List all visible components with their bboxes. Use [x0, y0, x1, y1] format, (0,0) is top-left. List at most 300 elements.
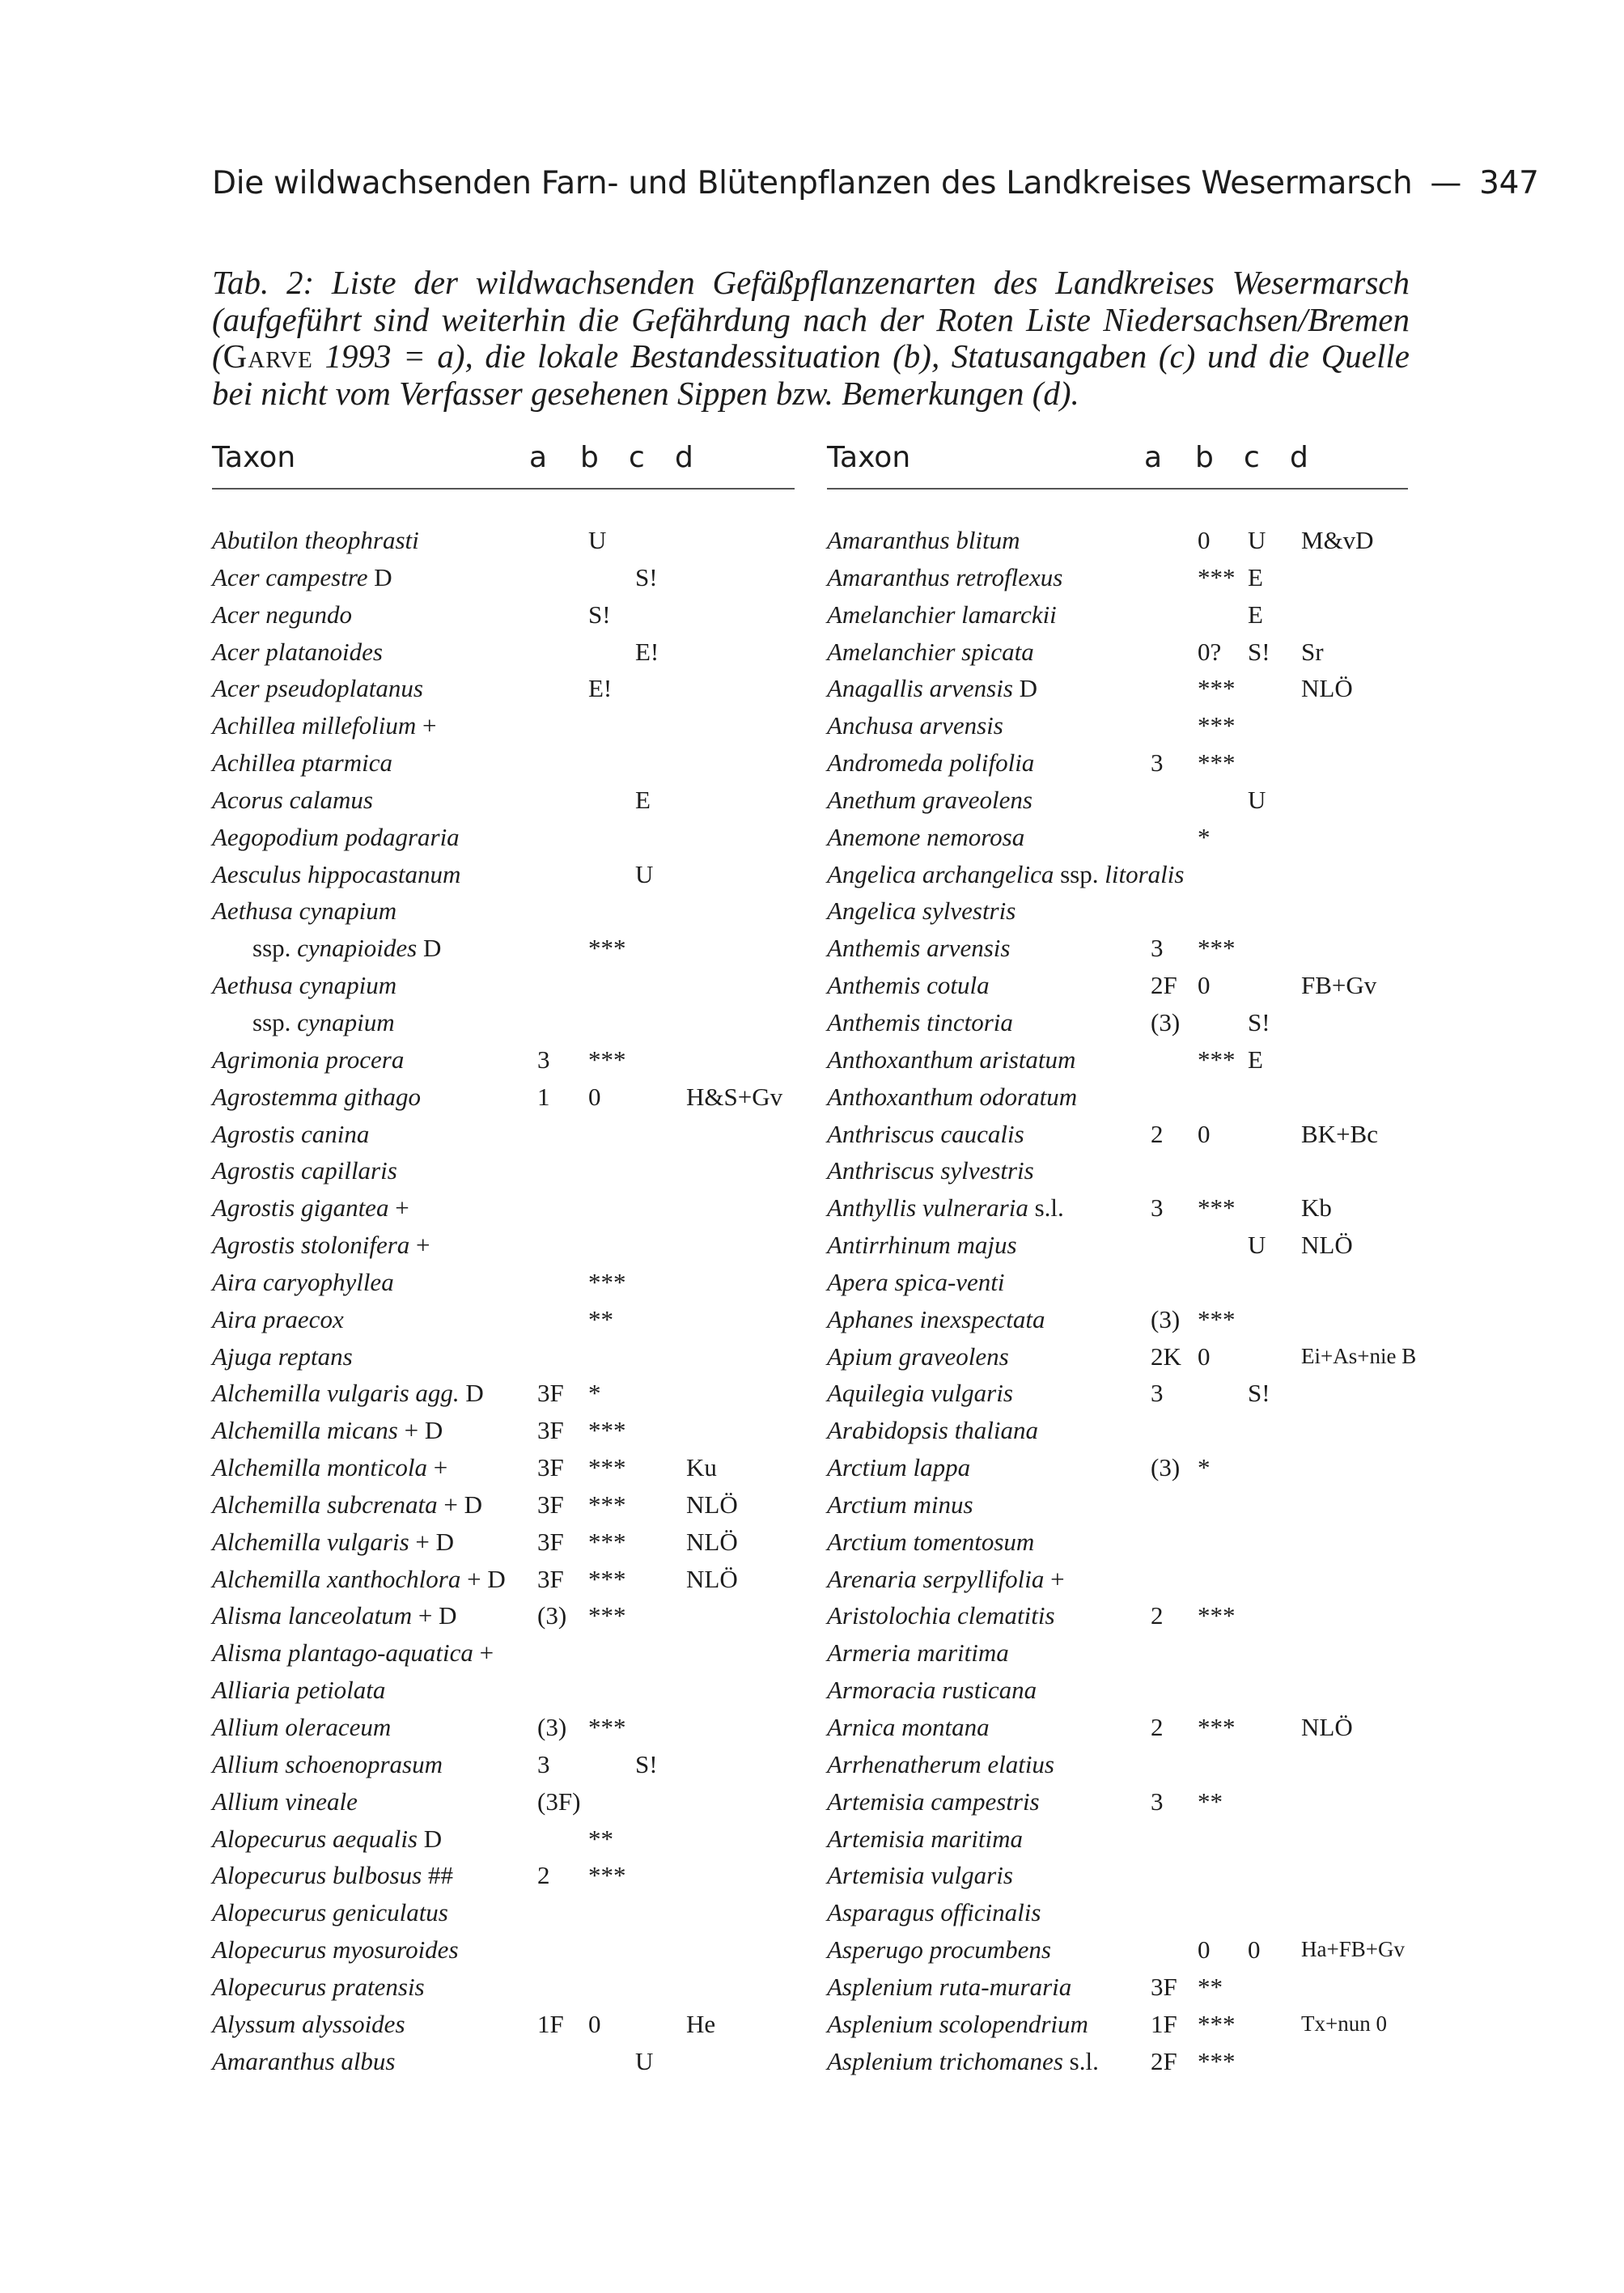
table-row [827, 1783, 1408, 1820]
cell-b: *** [588, 1267, 626, 1296]
cell-a: 3 [1151, 748, 1164, 778]
taxon-cell [212, 596, 352, 634]
cell-a: 3F [537, 1379, 564, 1408]
taxon-cell [827, 1375, 1013, 1412]
taxon-cell [827, 2043, 1099, 2080]
taxon-name: Arctium lappa [827, 1453, 971, 1482]
taxon-name: Alopecurus geniculatus [212, 1898, 448, 1927]
taxon-cell [212, 819, 460, 856]
taxon-name: Aphanes inexspectata [827, 1304, 1045, 1333]
cell-c: U [1248, 1231, 1266, 1260]
taxon-name: Abutilon theophrasti [212, 526, 419, 554]
cell-c: U [1248, 526, 1266, 554]
cell-b: S! [588, 600, 611, 629]
taxon-name: Angelica archangelica [827, 859, 1054, 888]
cell-d: Tx+nun 0 [1301, 2011, 1387, 2036]
cell-a: 2 [537, 1861, 550, 1890]
cell-d: Kb [1301, 1193, 1332, 1223]
cell-a: 2 [1151, 1713, 1164, 1741]
taxon-suffix: D [417, 934, 442, 963]
taxon-name: Alopecurus aequalis [212, 1824, 418, 1853]
taxon-name: Apium graveolens [827, 1341, 1009, 1371]
table-row [212, 1894, 795, 1931]
title-dash: — [1430, 165, 1462, 201]
taxon-cell [827, 819, 1024, 856]
taxon-name: Acorus calamus [212, 785, 373, 814]
taxon-cell [827, 1041, 1075, 1079]
cell-d: NLÖ [1301, 674, 1353, 703]
header-a: a [529, 441, 548, 474]
taxon-cell [827, 892, 1016, 930]
taxon-name: Angelica sylvestris [827, 896, 1016, 926]
taxon-cell [827, 1857, 1013, 1894]
taxon-cell [212, 856, 460, 893]
header-a: a [1144, 441, 1163, 474]
table-row [827, 967, 1408, 1004]
taxon-suffix: + [1044, 1564, 1065, 1593]
taxon-cell [212, 2006, 405, 2043]
taxon-cell [827, 856, 1184, 893]
taxon-cell [827, 1412, 1038, 1449]
cell-c: S! [635, 1749, 658, 1778]
table-row [827, 670, 1408, 707]
taxon-cell [827, 1597, 1055, 1634]
taxon-name: Amaranthus retroflexus [827, 562, 1063, 591]
cell-b: 0 [1198, 526, 1211, 554]
caption-text-1: Tab. 2: Liste der wildwachsenden Gefäßpflanzenarten des Landkreises Wesermarsch (aufgeführt sind weiterhin die Gefährdung nach der Roten Liste Niedersachsen/Bremen ( [212, 264, 1410, 375]
taxon-cell [212, 1227, 430, 1264]
running-head [212, 165, 1539, 201]
taxon-cell [212, 967, 396, 1004]
taxon-name: Alliaria petiolata [212, 1676, 386, 1705]
taxon-prefix: ssp. [252, 1007, 298, 1036]
table-row [827, 819, 1408, 856]
taxon-cell [827, 1820, 1023, 1858]
cell-d: FB+Gv [1301, 971, 1377, 1000]
taxon-cell [212, 892, 396, 930]
taxon-cell [827, 1672, 1037, 1709]
cell-b: *** [588, 1861, 626, 1890]
taxon-name: Amaranthus blitum [827, 526, 1020, 554]
taxon-name: Alchemilla vulgaris agg. [212, 1379, 460, 1408]
taxon-cell [212, 1746, 443, 1783]
taxon-cell [827, 596, 1057, 634]
cell-b: *** [1198, 1601, 1236, 1630]
cell-b: * [1198, 1453, 1211, 1482]
taxon-cell [212, 1004, 395, 1041]
cell-c: U [635, 2046, 654, 2075]
table-row [827, 1931, 1408, 1969]
taxon-cell [212, 1931, 459, 1969]
taxon-cell [827, 1969, 1071, 2006]
header-d: d [675, 441, 693, 474]
cell-b: *** [1198, 934, 1236, 963]
taxon-cell [827, 1264, 1005, 1301]
table-row [827, 522, 1408, 559]
cell-a: 1F [1151, 2009, 1177, 2038]
taxon-suffix: + D [460, 1564, 506, 1593]
cell-a: 3 [537, 1749, 550, 1778]
table-header-left [212, 441, 795, 490]
table-row [827, 1079, 1408, 1116]
taxon-cell [212, 1412, 443, 1449]
taxon-cell [212, 1857, 453, 1894]
cell-c: E! [635, 637, 659, 666]
taxon-name: Ajuga reptans [212, 1341, 353, 1371]
taxon-cell [827, 1783, 1040, 1820]
table-row [212, 1079, 795, 1116]
table-row [827, 559, 1408, 596]
cell-b: *** [1198, 674, 1236, 703]
taxon-name: Asplenium trichomanes [827, 2046, 1063, 2075]
taxon-name: Anthemis cotula [827, 971, 990, 1000]
taxon-name: Alchemilla vulgaris [212, 1527, 409, 1556]
table-row [827, 930, 1408, 967]
header-c: c [1244, 441, 1260, 474]
cell-a: 3 [1151, 1379, 1164, 1408]
cell-a: 2 [1151, 1601, 1164, 1630]
cell-b: 0 [1198, 1341, 1211, 1371]
table-row [827, 744, 1408, 782]
table-row [212, 1969, 795, 2006]
taxon-name: Alchemilla micans [212, 1416, 398, 1445]
taxon-cell [212, 1672, 385, 1709]
taxon-name: Agrostis capillaris [212, 1156, 397, 1185]
cell-b: *** [588, 1527, 626, 1556]
taxon-name: Amaranthus albus [212, 2046, 396, 2075]
cell-b: *** [588, 1416, 626, 1445]
cell-d: He [686, 2009, 716, 2038]
table-row [212, 596, 795, 634]
taxon-suffix: D [1012, 674, 1038, 703]
table-row [827, 1709, 1408, 1746]
cell-c: E [1248, 600, 1263, 629]
table-row [212, 744, 795, 782]
taxon-name: Anethum graveolens [827, 785, 1032, 814]
cell-c: S! [635, 562, 658, 591]
table-row [212, 1486, 795, 1524]
taxon-cell [212, 1189, 409, 1227]
table-row [212, 1227, 795, 1264]
table-row [212, 1597, 795, 1634]
taxon-name: Alopecurus myosuroides [212, 1935, 459, 1965]
cell-b: *** [588, 1713, 626, 1741]
taxon-suffix: + D [412, 1601, 457, 1630]
taxon-cell [212, 1820, 442, 1858]
taxon-name: Aethusa cynapium [212, 971, 397, 1000]
taxon-name: Agrostemma githago [212, 1082, 422, 1111]
taxon-cell [212, 1486, 482, 1524]
cell-a: (3) [1151, 1007, 1181, 1036]
taxon-name: Anthemis arvensis [827, 934, 1011, 963]
table-row [212, 819, 795, 856]
cell-a: 2F [1151, 2046, 1177, 2075]
table-row [212, 1375, 795, 1412]
taxon-cell [212, 1079, 421, 1116]
taxon-cell [212, 782, 373, 819]
taxon-name: Arctium minus [827, 1490, 973, 1519]
cell-b: *** [588, 934, 626, 963]
cell-a: 3 [1151, 1193, 1164, 1223]
taxon-cell [827, 1116, 1024, 1153]
cell-b: U [588, 526, 607, 554]
cell-b: *** [1198, 1193, 1236, 1223]
table-row [827, 2006, 1408, 2043]
cell-b: *** [588, 1490, 626, 1519]
taxon-name: Allium schoenoprasum [212, 1749, 443, 1778]
table-row [827, 1189, 1408, 1227]
table-row [827, 1597, 1408, 1634]
table-row [212, 707, 795, 744]
taxon-tail: litoralis [1105, 859, 1185, 888]
taxon-suffix: s.l. [1062, 2046, 1099, 2075]
taxon-name: Agrimonia procera [212, 1045, 405, 1074]
taxon-name: Alisma lanceolatum [212, 1601, 413, 1630]
cell-a: 3F [537, 1564, 564, 1593]
taxon-name: Asplenium ruta-muraria [827, 1972, 1072, 2001]
cell-a: 2K [1151, 1341, 1181, 1371]
table-row [212, 1524, 795, 1561]
taxon-name: Anthemis tinctoria [827, 1007, 1013, 1036]
table-row [212, 1301, 795, 1338]
table-row [212, 2043, 795, 2080]
cell-a: (3) [537, 1713, 567, 1741]
cell-b: ** [588, 1304, 613, 1333]
taxon-cell [212, 1301, 344, 1338]
taxon-cell [827, 1301, 1045, 1338]
caption-author: Garve [223, 337, 313, 375]
table-row [827, 782, 1408, 819]
cell-a: 1 [537, 1082, 550, 1111]
taxon-name: Arrhenatherum elatius [827, 1749, 1054, 1778]
taxon-suffix: + [416, 711, 437, 740]
cell-a: 3 [537, 1045, 550, 1074]
table-row [827, 634, 1408, 671]
cell-d: M&vD [1301, 526, 1374, 554]
cell-b: 0 [1198, 971, 1211, 1000]
taxon-suffix: D [459, 1379, 484, 1408]
taxon-cell [212, 1264, 394, 1301]
taxon-name: Armoracia rusticana [827, 1676, 1037, 1705]
taxon-name: Aira caryophyllea [212, 1267, 394, 1296]
table-row [827, 1375, 1408, 1412]
taxon-name: Arctium tomentosum [827, 1527, 1035, 1556]
taxon-cell [212, 522, 419, 559]
taxon-suffix: + [427, 1453, 448, 1482]
taxon-name: Asparagus officinalis [827, 1898, 1041, 1927]
table-row [212, 1449, 795, 1486]
cell-c: E [1248, 1045, 1263, 1074]
taxon-suffix: D [367, 562, 392, 591]
table-row [212, 1783, 795, 1820]
running-title: Die wildwachsenden Farn- und Blütenpflanzen des Landkreises Wesermarsch [212, 165, 1413, 201]
taxon-cell [827, 782, 1032, 819]
taxon-cell [212, 1152, 397, 1189]
taxon-name: Acer campestre [212, 562, 368, 591]
cell-d: NLÖ [1301, 1231, 1353, 1260]
taxon-cell [212, 1783, 358, 1820]
cell-b: *** [588, 1601, 626, 1630]
taxon-name: Allium vineale [212, 1787, 358, 1816]
table-row [212, 1412, 795, 1449]
cell-b: 0 [588, 1082, 601, 1111]
cell-a: 3F [1151, 1972, 1177, 2001]
taxon-cell [827, 1894, 1041, 1931]
cell-b: 0 [1198, 1935, 1211, 1965]
cell-b: ** [588, 1824, 613, 1853]
cell-a: 3F [537, 1453, 564, 1482]
taxon-cell [827, 1561, 1065, 1598]
table-row [212, 1672, 795, 1709]
table-row [212, 1041, 795, 1079]
cell-a: 3F [537, 1527, 564, 1556]
taxon-name: Artemisia campestris [827, 1787, 1040, 1816]
taxon-cell [827, 634, 1034, 671]
taxon-cell [827, 522, 1020, 559]
table-row [827, 596, 1408, 634]
taxon-cell [827, 1004, 1013, 1041]
table-row [827, 1152, 1408, 1189]
taxon-name: Amelanchier spicata [827, 637, 1034, 666]
taxon-cell [827, 559, 1062, 596]
cell-d: BK+Bc [1301, 1119, 1378, 1148]
cell-d: Sr [1301, 637, 1324, 666]
taxon-name: Anthoxanthum odoratum [827, 1082, 1078, 1111]
taxon-name: cynapioides [297, 934, 418, 963]
taxon-name: Arenaria serpyllifolia [827, 1564, 1045, 1593]
cell-c: S! [1248, 637, 1270, 666]
table-row [212, 2006, 795, 2043]
cell-a: 3 [1151, 1787, 1164, 1816]
taxon-name: Anthoxanthum aristatum [827, 1045, 1076, 1074]
cell-b: *** [1198, 1304, 1236, 1333]
table-row [212, 1264, 795, 1301]
taxon-name: Alchemilla xanthochlora [212, 1564, 461, 1593]
taxon-cell [212, 1634, 494, 1672]
taxon-cell [212, 1375, 484, 1412]
table-left-column [212, 441, 795, 2079]
table-row [827, 856, 1408, 893]
taxon-name: Asplenium scolopendrium [827, 2009, 1088, 2038]
cell-b: E! [588, 674, 613, 703]
table-row [827, 1264, 1408, 1301]
cell-d: NLÖ [686, 1527, 738, 1556]
table-row [212, 522, 795, 559]
table-row [212, 930, 795, 967]
taxon-cell [212, 1969, 425, 2006]
table-row [827, 1116, 1408, 1153]
taxon-cell [212, 559, 392, 596]
taxon-cell [827, 1189, 1064, 1227]
cell-d: NLÖ [1301, 1713, 1353, 1741]
taxon-name: Aegopodium podagraria [212, 822, 460, 851]
table-row [827, 1041, 1408, 1079]
table-row [827, 1338, 1417, 1375]
table-row [212, 1820, 795, 1858]
taxon-suffix: ## [422, 1861, 453, 1890]
taxon-name: Armeria maritima [827, 1638, 1009, 1668]
taxon-cell [827, 670, 1037, 707]
taxon-cell [827, 1152, 1034, 1189]
page-number: 347 [1479, 165, 1539, 201]
taxon-name: Acer platanoides [212, 637, 383, 666]
taxon-suffix: + D [409, 1527, 455, 1556]
taxon-suffix: + [409, 1231, 430, 1260]
cell-b: *** [1198, 562, 1236, 591]
cell-d: H&S+Gv [686, 1082, 783, 1111]
cell-d: Ei+As+nie B [1301, 1343, 1417, 1368]
table-row [212, 1189, 795, 1227]
table-row [827, 1672, 1408, 1709]
taxon-cell [212, 1561, 506, 1598]
taxon-suffix: + D [397, 1416, 443, 1445]
taxon-cell [827, 1931, 1051, 1969]
cell-a: (3F) [537, 1787, 581, 1816]
taxon-cell [212, 1041, 404, 1079]
taxon-name: Artemisia vulgaris [827, 1861, 1013, 1890]
table-row [212, 1004, 795, 1041]
cell-b: *** [1198, 1713, 1236, 1741]
cell-b: ** [1198, 1972, 1223, 2001]
taxon-cell [212, 1597, 456, 1634]
table-row [827, 1524, 1408, 1561]
taxon-cell [827, 1486, 973, 1524]
taxon-name: Anchusa arvensis [827, 711, 1003, 740]
cell-b: 0? [1198, 637, 1222, 666]
taxon-prefix: ssp. [252, 934, 298, 963]
taxon-name: Anthyllis vulneraria [827, 1193, 1028, 1223]
cell-d: NLÖ [686, 1564, 738, 1593]
taxon-cell [212, 930, 441, 967]
taxon-cell [827, 1746, 1054, 1783]
table-row [212, 559, 795, 596]
taxon-name: Alyssum alyssoides [212, 2009, 405, 2038]
taxon-cell [212, 670, 423, 707]
table-row [827, 707, 1408, 744]
cell-d: Ku [686, 1453, 717, 1482]
header-c: c [629, 441, 645, 474]
cell-d: NLÖ [686, 1490, 738, 1519]
table-row [212, 1561, 795, 1598]
taxon-cell [827, 1449, 970, 1486]
table-row [212, 670, 795, 707]
taxon-cell [212, 634, 383, 671]
taxon-cell [212, 1338, 353, 1375]
table-row [827, 1857, 1408, 1894]
taxon-suffix: D [418, 1824, 443, 1853]
table-header-right [827, 441, 1408, 490]
taxon-cell [827, 930, 1010, 967]
taxon-cell [212, 1709, 391, 1746]
table-row [212, 1152, 795, 1189]
taxon-name: Arabidopsis thaliana [827, 1416, 1038, 1445]
taxon-name: Andromeda polifolia [827, 748, 1035, 778]
caption-text-2: 1993 = a), die lokale Bestandessituation (b), Statusangaben (c) und die Quelle bei nicht vom Verfasser gesehenen Sippen bzw. Bemerkungen (d). [212, 337, 1410, 412]
taxon-cell [212, 1894, 448, 1931]
taxon-name: Antirrhinum majus [827, 1231, 1017, 1260]
cell-b: *** [1198, 2009, 1236, 2038]
table-row [827, 2043, 1408, 2080]
cell-b: * [588, 1379, 601, 1408]
cell-c: S! [1248, 1007, 1270, 1036]
cell-a: 2F [1151, 971, 1177, 1000]
taxon-name: Asperugo procumbens [827, 1935, 1051, 1965]
table-row [212, 892, 795, 930]
cell-b: *** [588, 1045, 626, 1074]
taxon-cell [827, 1709, 990, 1746]
cell-c: E [1248, 562, 1263, 591]
header-taxon: Taxon [827, 441, 911, 474]
